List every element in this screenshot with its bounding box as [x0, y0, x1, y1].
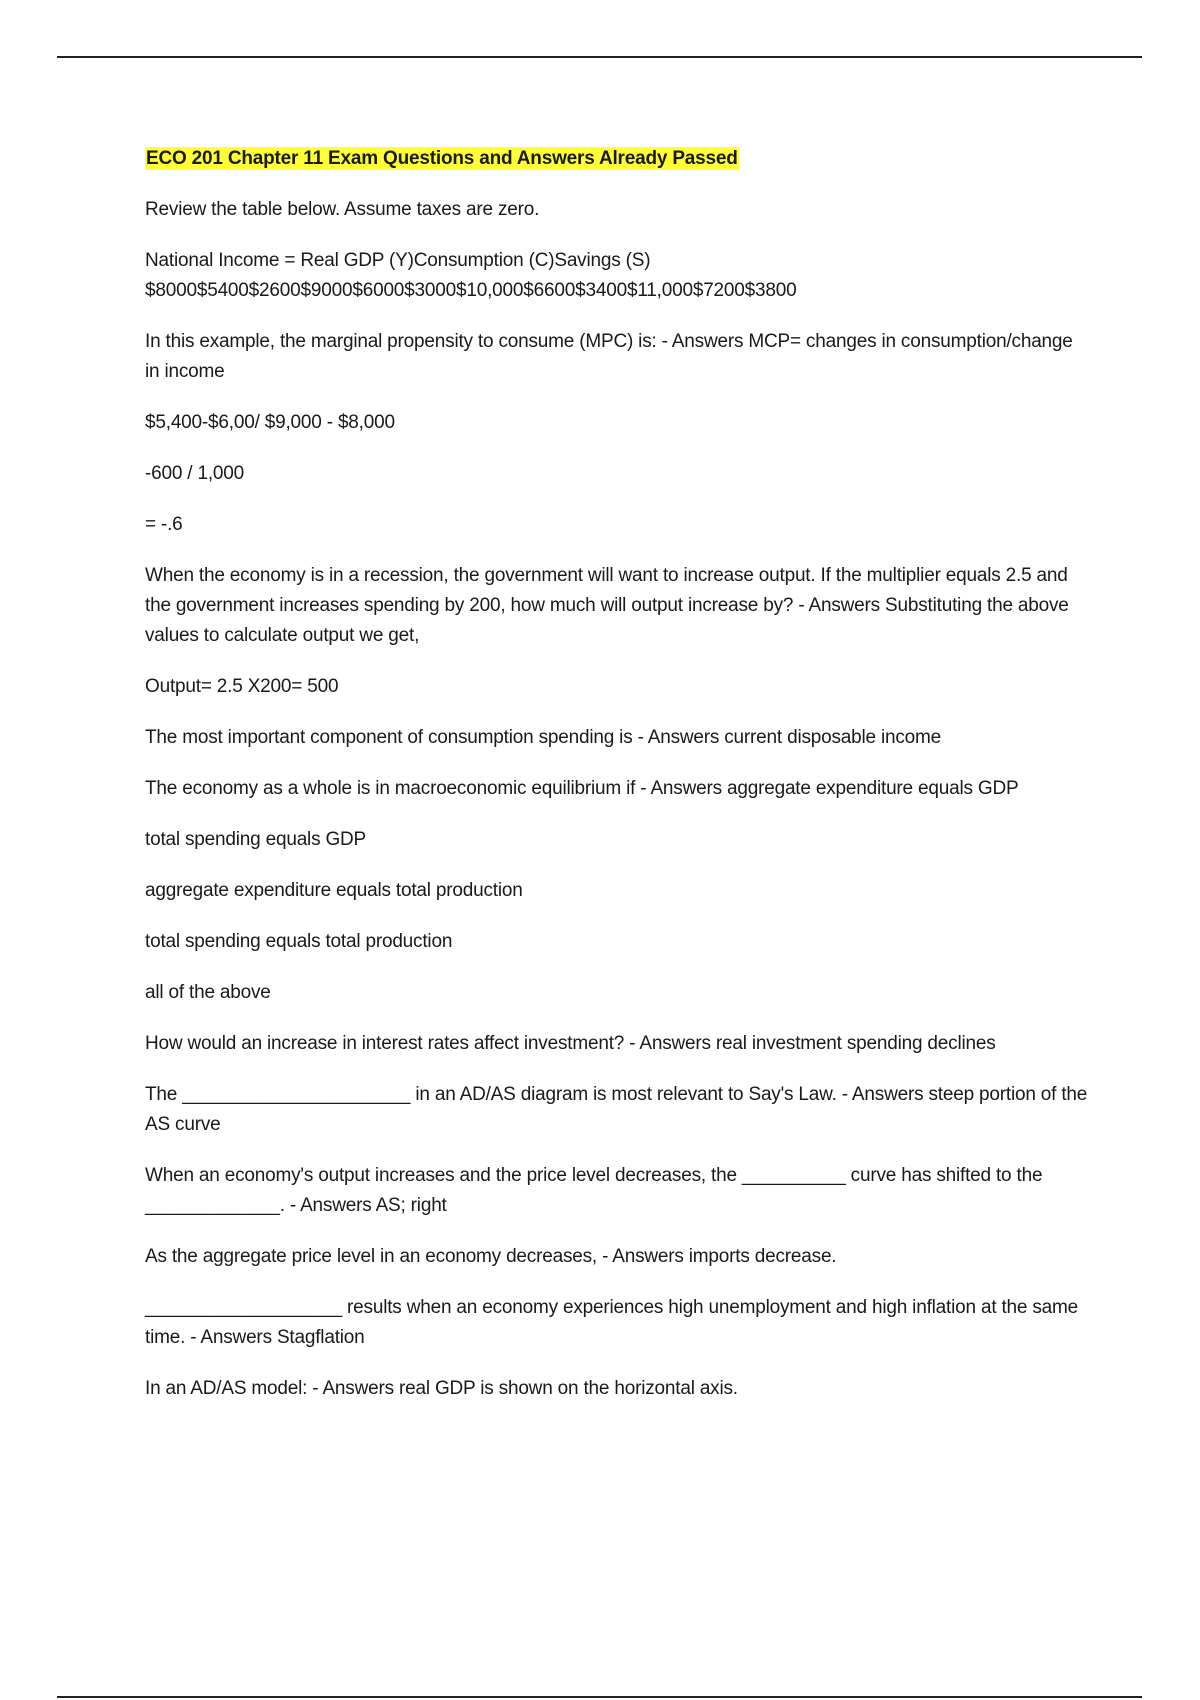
option-all-of-the-above: all of the above — [145, 982, 271, 1003]
mpc-calc-3: = -.6 — [145, 514, 183, 535]
bottom-rule — [57, 1696, 1142, 1698]
question-mpc: In this example, the marginal propensity to consume (MPC) is: - Answers MCP= changes in consumption/change in income — [145, 331, 1073, 382]
option-total-spending-gdp: total spending equals GDP — [145, 829, 367, 850]
question-multiplier: When the economy is in a recession, the government will want to increase output. If the multiplier equals 2.5 and the government increases spending by 200, how much will output increase by? - Answers Substituting the above values to calculate output we get, — [145, 565, 1069, 646]
top-rule — [57, 56, 1142, 58]
paragraph-table — [145, 246, 1090, 306]
mpc-calc-2: -600 / 1,000 — [145, 463, 245, 484]
option-total-spending-production: total spending equals total production — [145, 931, 453, 952]
question-price-level: As the aggregate price level in an economy decreases, - Answers imports decrease. — [145, 1246, 837, 1267]
question-equilibrium: The economy as a whole is in macroeconomic equilibrium if - Answers aggregate expenditure equals GDP — [145, 778, 1019, 799]
output-calc: Output= 2.5 X200= 500 — [145, 676, 339, 697]
paragraph-review-table: Review the table below. Assume taxes are zero. — [145, 199, 540, 220]
table-header-row: National Income = Real GDP (Y)Consumption (C)Savings (S) — [145, 250, 651, 271]
option-aggregate-production: aggregate expenditure equals total production — [145, 880, 523, 901]
document-body — [145, 144, 1090, 1425]
question-consumption-component: The most important component of consumption spending is - Answers current disposable income — [145, 727, 942, 748]
table-values-row: $8000$5400$2600$9000$6000$3000$10,000$6600$3400$11,000$7200$3800 — [145, 280, 797, 301]
question-adas-model: In an AD/AS model: - Answers real GDP is shown on the horizontal axis. — [145, 1378, 738, 1399]
question-says-law: The ______________________ in an AD/AS diagram is most relevant to Say's Law. - Answers steep portion of the AS curve — [145, 1084, 1088, 1135]
question-curve-shift: When an economy's output increases and the price level decreases, the __________ curve has shifted to the _____________. - Answers AS; right — [145, 1165, 1043, 1216]
question-interest-rates: How would an increase in interest rates affect investment? - Answers real investment spending declines — [145, 1033, 996, 1054]
document-title-line — [145, 144, 1090, 174]
mpc-calc-1: $5,400-$6,00/ $9,000 - $8,000 — [145, 412, 395, 433]
document-title: ECO 201 Chapter 11 Exam Questions and Answers Already Passed — [146, 148, 738, 169]
question-stagflation: ___________________ results when an economy experiences high unemployment and high inflation at the same time. - Answers Stagflation — [145, 1297, 1079, 1348]
